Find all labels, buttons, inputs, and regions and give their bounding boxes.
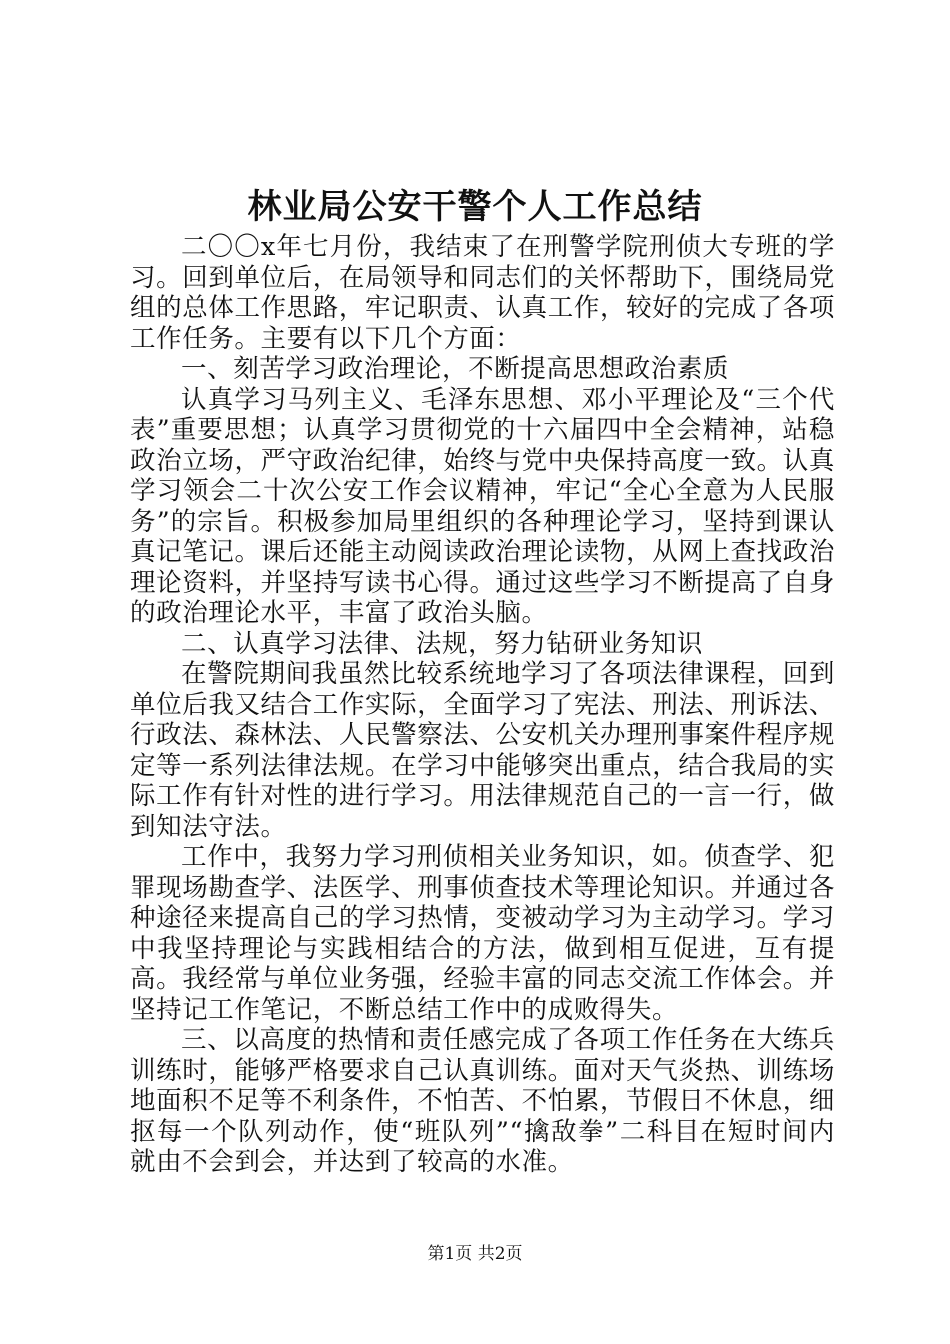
page-footer: 第1页 共2页 bbox=[427, 1244, 523, 1264]
paragraph-law-study: 在警院期间我虽然比较系统地学习了各项法律课程，回到单位后我又结合工作实际，全面学习了宪法、刑法、刑诉法、行政法、森林法、人民警察法、公安机关办理刑事案件程序规定等一系列法律法规。在学习中能够突出重点，结合我局的实际工作有针对性的进行学习。用法律规范自己的一言一行，做到知法守法。 bbox=[130, 659, 835, 842]
paragraph-intro: 二〇〇x年七月份，我结束了在刑警学院刑侦大专班的学习。回到单位后，在局领导和同志们的关怀帮助下，围绕局党组的总体工作思路，牢记职责、认真工作，较好的完成了各项工作任务。主要有以下几个方面： bbox=[130, 232, 835, 354]
section-heading-2: 二、认真学习法律、法规，努力钻研业务知识 bbox=[181, 628, 704, 659]
paragraph-political-study: 认真学习马列主义、毛泽东思想、邓小平理论及“三个代表”重要思想；认真学习贯彻党的十六届四中全会精神，站稳政治立场，严守政治纪律，始终与党中央保持高度一致。认真学习领会二十次公安工作会议精神，牢记“全心全意为人民服务”的宗旨。积极参加局里组织的各种理论学习，坚持到课认真记笔记。课后还能主动阅读政治理论读物，从网上查找政治理论资料，并坚持写读书心得。通过这些学习不断提高了自身的政治理论水平，丰富了政治头脑。 bbox=[130, 384, 835, 628]
paragraph-section-3: 三、以高度的热情和责任感完成了各项工作任务在大练兵训练时，能够严格要求自己认真训练。面对天气炎热、训练场地面积不足等不利条件，不怕苦、不怕累，节假日不休息，细抠每一个队列动作，使“班队列”“擒敌拳”二科目在短时间内就由不会到会，并达到了较高的水准。 bbox=[130, 1025, 835, 1177]
document-title: 林业局公安干警个人工作总结 bbox=[247, 187, 703, 227]
document-body bbox=[130, 232, 835, 1178]
section-heading-1: 一、刻苦学习政治理论，不断提高思想政治素质 bbox=[181, 354, 730, 384]
paragraph-work-knowledge: 工作中，我努力学习刑侦相关业务知识，如。侦查学、犯罪现场勘查学、法医学、刑事侦查技术等理论知识。并通过各种途径来提高自己的学习热情，变被动学习为主动学习。学习中我坚持理论与实践相结合的方法，做到相互促进，互有提高。我经常与单位业务强，经验丰富的同志交流工作体会。并坚持记工作笔记，不断总结工作中的成败得失。 bbox=[130, 842, 835, 1025]
